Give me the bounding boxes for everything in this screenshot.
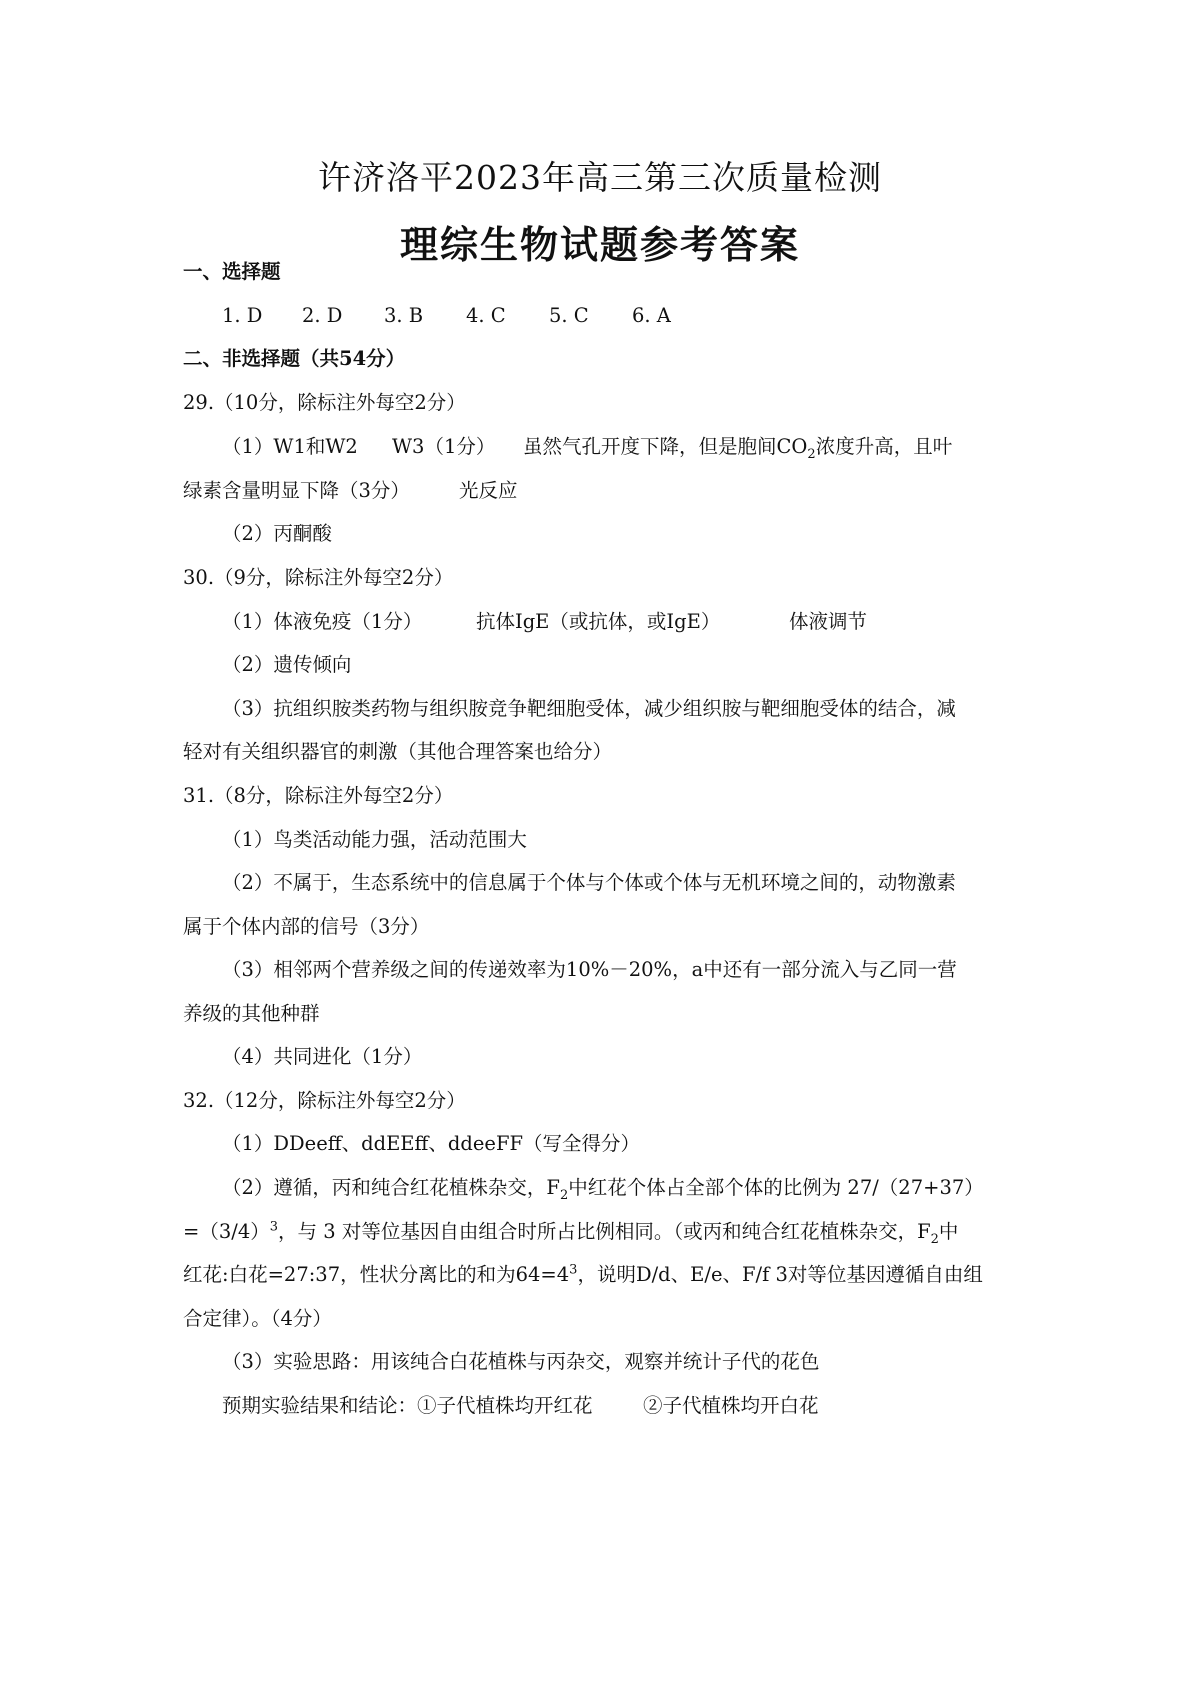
q29-answer-1 — [222, 432, 1082, 462]
q29-a1-cont-part1: 绿素含量明显下降（3分） — [183, 479, 410, 502]
q32-a3-result-2: ②子代植株均开白花 — [643, 1394, 819, 1417]
multiple-choice-answers — [222, 301, 1082, 331]
q32-a2-l2-part3: 中 — [938, 1220, 959, 1243]
mc-answer-5: 5. C — [549, 304, 589, 327]
mc-answer-4: 4. C — [466, 304, 506, 327]
q32-a3-result-1: 预期实验结果和结论：①子代植株均开红花 — [222, 1394, 593, 1417]
q30-a1-part2: 抗体IgE（或抗体，或IgE） — [476, 610, 721, 633]
q29-a1-part2: W3（1分） — [392, 435, 496, 458]
mc-answer-2: 2. D — [302, 304, 343, 327]
q31-answer-3-line2: 养级的其他种群 — [183, 1002, 320, 1025]
q32-a2-l2-part1: =（3/4） — [183, 1220, 270, 1243]
section-non-choice-heading: 二、非选择题（共54分） — [183, 347, 406, 370]
q32-a2-l3-part2: ，说明D/d、E/e、F/f 3对等位基因遵循自由组 — [577, 1263, 983, 1286]
section-multiple-choice-heading: 一、选择题 — [183, 260, 281, 283]
q32-a2-l1-part1: （2）遵循，丙和纯合红花植株杂交，F — [222, 1176, 560, 1199]
q32-answer-1: （1）DDeeff、ddEEff、ddeeFF（写全得分） — [222, 1132, 641, 1155]
q29-answer-1-cont — [183, 476, 1043, 506]
q31-answer-3-line1: （3）相邻两个营养级之间的传递效率为10%－20%，a中还有一部分流入与乙同一营 — [222, 958, 957, 981]
q32-a2-l2-superscript: 3 — [269, 1219, 279, 1235]
q32-a2-l1-part2: 中红花个体占全部个体的比例为 27/（27+37） — [568, 1176, 984, 1199]
q29-a1-cont-part2: 光反应 — [459, 479, 518, 502]
q30-answer-2: （2）遗传倾向 — [222, 653, 352, 676]
exam-title: 许济洛平2023年高三第三次质量检测 — [318, 158, 882, 197]
q32-answer-2-line4: 合定律）。（4分） — [183, 1307, 332, 1330]
q32-answer-3-line1: （3）实验思路：用该纯合白花植株与丙杂交，观察并统计子代的花色 — [222, 1350, 820, 1373]
q30-a1-part1: （1）体液免疫（1分） — [222, 610, 423, 633]
q32-a2-l2-subscript: 2 — [930, 1231, 939, 1247]
q29-answer-2: （2）丙酮酸 — [222, 522, 332, 545]
q30-header: 30.（9分，除标注外每空2分） — [183, 566, 454, 589]
q31-header: 31.（8分，除标注外每空2分） — [183, 784, 454, 807]
q29-header: 29.（10分，除标注外每空2分） — [183, 391, 466, 414]
mc-answer-6: 6. A — [632, 304, 671, 327]
q29-a1-part4: 浓度升高，且叶 — [815, 435, 953, 458]
q32-answer-3-line2 — [222, 1391, 1082, 1421]
exam-subtitle: 理综生物试题参考答案 — [399, 222, 800, 267]
q31-answer-2-line1: （2）不属于，生态系统中的信息属于个体与个体或个体与无机环境之间的，动物激素 — [222, 871, 956, 894]
q32-a2-l2-part2: ，与 3 对等位基因自由组合时所占比例相同。（或丙和纯合红花植株杂交，F — [278, 1220, 931, 1243]
mc-answer-1: 1. D — [222, 304, 263, 327]
q32-answer-2-line1 — [222, 1173, 1082, 1203]
q31-answer-4: （4）共同进化（1分） — [222, 1045, 423, 1068]
q30-answer-1 — [222, 607, 1082, 637]
q30-answer-3-line1: （3）抗组织胺类药物与组织胺竞争靶细胞受体，减少组织胺与靶细胞受体的结合，减 — [222, 697, 956, 720]
mc-answer-3: 3. B — [384, 304, 424, 327]
q32-header: 32.（12分，除标注外每空2分） — [183, 1089, 466, 1112]
q31-answer-2-line2: 属于个体内部的信号（3分） — [183, 915, 430, 938]
q29-a1-part3: 虽然气孔开度下降，但是胞间CO — [523, 435, 808, 458]
q29-a1-part1: （1）W1和W2 — [222, 435, 358, 458]
q32-answer-2-line3 — [183, 1260, 1043, 1290]
q32-a2-l1-subscript: 2 — [559, 1187, 569, 1203]
q32-a2-l3-part1: 红花:白花=27:37，性状分离比的和为64=4 — [183, 1263, 570, 1286]
q31-answer-1: （1）鸟类活动能力强，活动范围大 — [222, 828, 527, 851]
q30-answer-3-line2: 轻对有关组织器官的刺激（其他合理答案也给分） — [183, 740, 613, 763]
q29-a1-subscript: 2 — [807, 446, 816, 462]
q32-answer-2-line2 — [183, 1217, 1043, 1247]
q30-a1-part3: 体液调节 — [789, 610, 868, 633]
q32-a2-l3-superscript: 3 — [569, 1262, 578, 1278]
